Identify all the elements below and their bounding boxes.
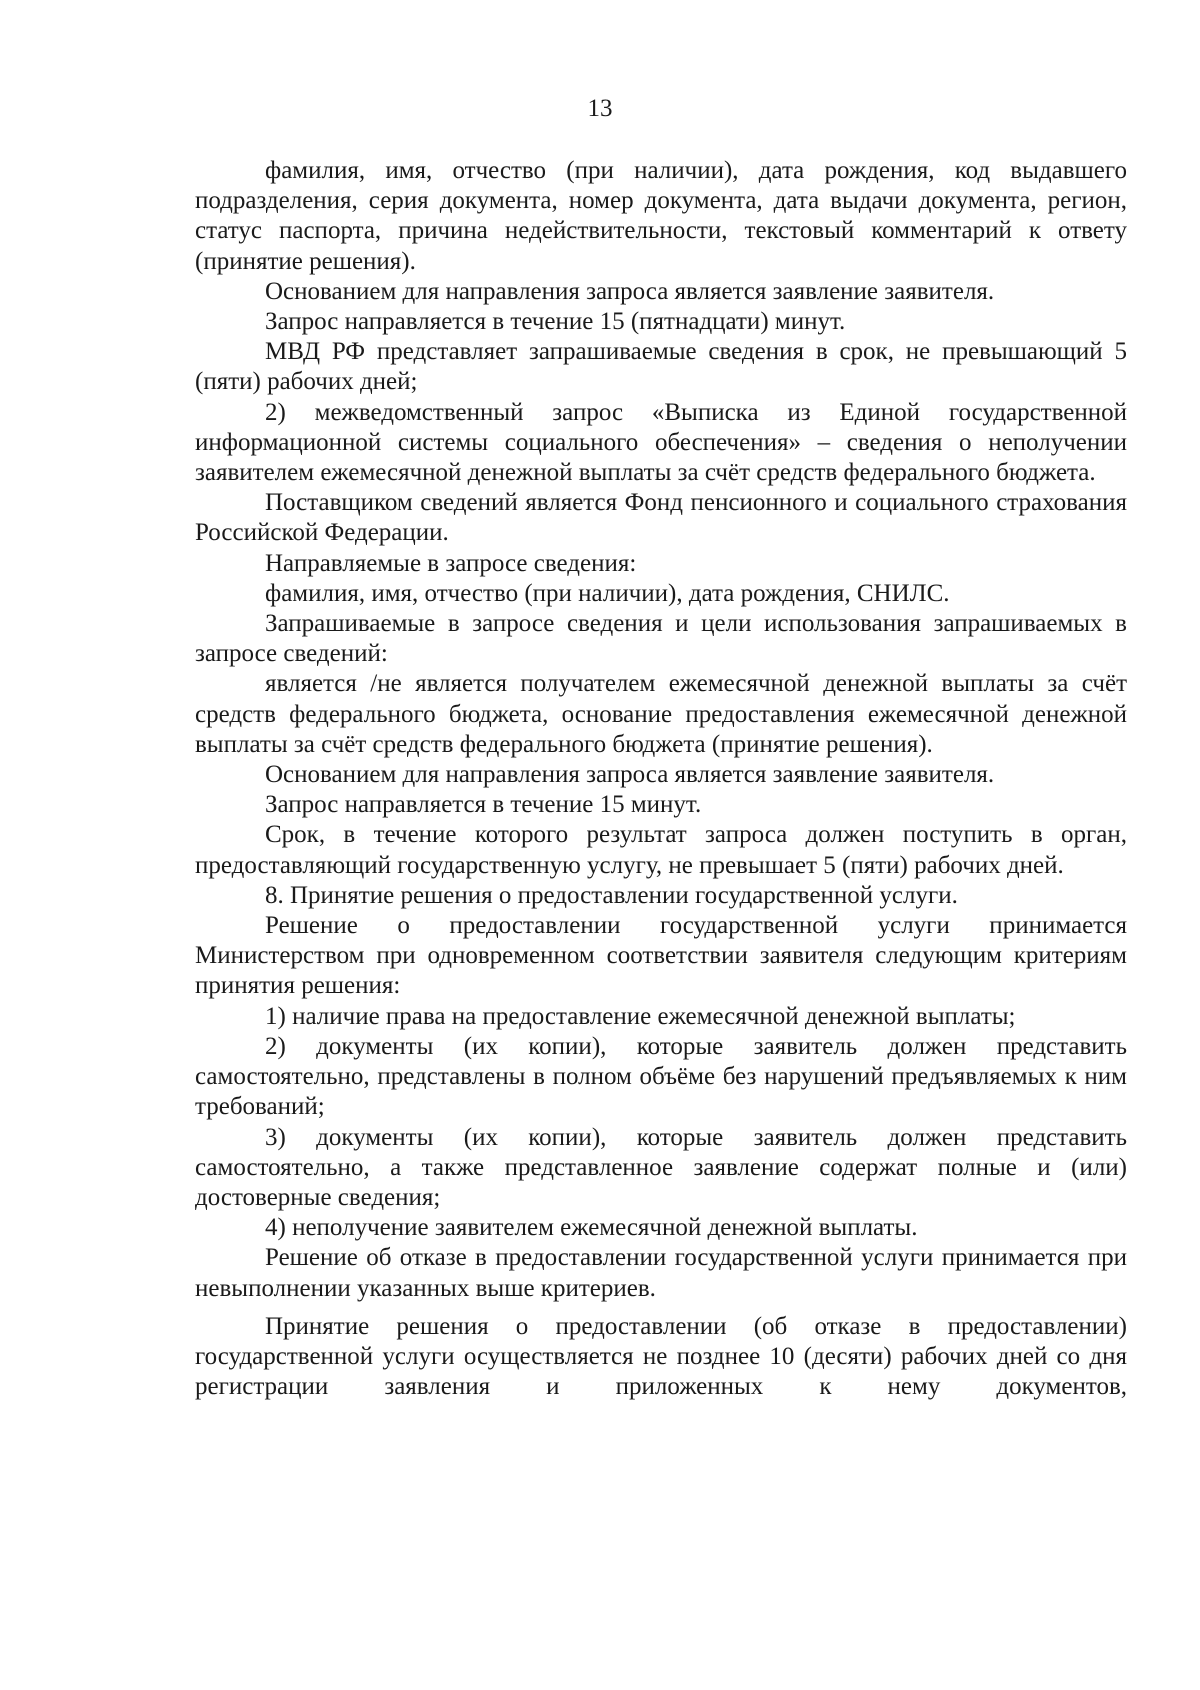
paragraph: Направляемые в запросе сведения: [265, 549, 637, 577]
paragraph: Срок, в течение которого результат запроса должен поступить в орган, предоставляющий государственную услугу, не превышает 5 (пяти) рабочих дней. [195, 821, 1127, 879]
page-number: 13 [587, 95, 613, 122]
paragraph: Запрашиваемые в запросе сведения и цели использования запрашиваемых в запросе сведений: [195, 610, 1127, 668]
paragraph: 8. Принятие решения о предоставлении государственной услуги. [265, 881, 958, 909]
paragraph: Запрос направляется в течение 15 (пятнадцати) минут. [265, 308, 846, 336]
paragraph: фамилия, имя, отчество (при наличии), дата рождения, код выдавшего подразделения, серия документа, номер документа, дата выдачи документа, регион, статус паспорта, причина недействительности, текстовый комментарий к ответу (принятие решения). [195, 157, 1127, 275]
paragraph: фамилия, имя, отчество (при наличии), дата рождения, СНИЛС. [265, 579, 950, 607]
paragraph: 4) неполучение заявителем ежемесячной денежной выплаты. [265, 1214, 918, 1242]
paragraph: Решение об отказе в предоставлении государственной услуги принимается при невыполнении указанных выше критериев. [195, 1244, 1127, 1302]
paragraph: Решение о предоставлении государственной услуги принимается Министерством при одновременном соответствии заявителя следующим критериям принятия решения: [195, 912, 1127, 1000]
paragraph: 1) наличие права на предоставление ежемесячной денежной выплаты; [265, 1002, 1016, 1030]
paragraph: является /не является получателем ежемесячной денежной выплаты за счёт средств федерального бюджета, основание предоставления ежемесячной денежной выплаты за счёт средств федерального бюджета (принятие решения). [195, 670, 1127, 758]
paragraph: Поставщиком сведений является Фонд пенсионного и социального страхования Российской Федерации. [195, 489, 1127, 547]
document-body [195, 156, 1127, 1402]
paragraph: 2) межведомственный запрос «Выписка из Единой государственной информационной системы социального обеспечения» – сведения о неполучении заявителем ежемесячной денежной выплаты за счёт средств федерального бюджета. [195, 398, 1127, 487]
paragraph: Основанием для направления запроса является заявление заявителя. [265, 761, 995, 789]
paragraph: 2) документы (их копии), которые заявитель должен представить самостоятельно, представлены в полном объёме без нарушений предъявляемых к ним требований; [195, 1032, 1127, 1121]
paragraph: МВД РФ представляет запрашиваемые сведения в срок, не превышающий 5 (пяти) рабочих дней; [195, 338, 1127, 396]
paragraph: 3) документы (их копии), которые заявитель должен представить самостоятельно, а также представленное заявление содержат полные и (или) достоверные сведения; [195, 1123, 1127, 1211]
paragraph: Основанием для направления запроса является заявление заявителя. [265, 277, 995, 305]
paragraph-last: Принятие решения о предоставлении (об отказе в предоставлении) государственной услуги осуществляется не позднее 10 (десяти) рабочих дней со дня регистрации заявления и приложенных к нему документов, [195, 1312, 1127, 1401]
paragraph: Запрос направляется в течение 15 минут. [265, 791, 702, 819]
